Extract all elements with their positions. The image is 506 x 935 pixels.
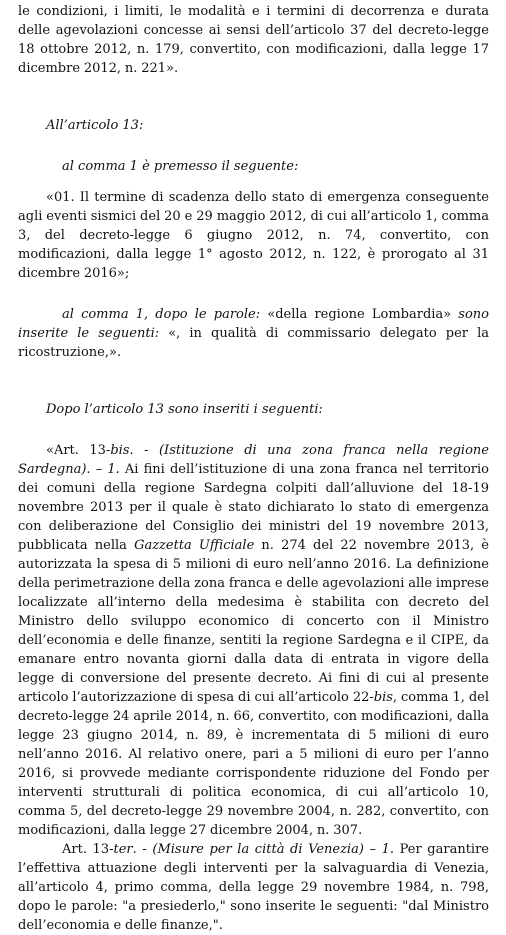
text-roman: «della regione Lombardia» bbox=[260, 307, 459, 322]
text-italic: 1. bbox=[107, 462, 120, 477]
text-roman: . – bbox=[86, 462, 108, 477]
text-italic: (Misure per la città di Venezia) bbox=[152, 842, 364, 857]
text-roman: Ai fini dell’istituzione di una zona franca nel territorio dei comuni della regione Sardegna colpiti dall’alluvione del 18-19 novembre 2013 per il quale è stato dichiarato lo stato di emergenza con deliberazione del Consiglio dei ministri del 19 novembre 2013, pubblicata nella bbox=[18, 462, 489, 553]
subheading-comma-1: al comma 1 è premesso il seguente: bbox=[62, 159, 299, 174]
paragraph-01: «01. Il termine di scadenza dello stato di emergenza conseguente agli eventi sismici del 20 e 29 maggio 2012, di cui all’articolo 1, comma 3, del decreto-legge 6 giugno 2012, n. 74, convertito, con modificazioni, dalla legge 1° agosto 2012, n. 122, è prorogato al 31 dicembre 2016»; bbox=[18, 190, 489, 281]
text-roman: Art. 13- bbox=[62, 842, 114, 857]
paragraph-art-13-ter bbox=[18, 840, 489, 935]
text-italic: ter bbox=[113, 842, 133, 857]
text-italic: bis bbox=[373, 690, 393, 705]
paragraph-continuation: le condizioni, i limiti, le modalità e i termini di decorrenza e durata delle agevolazioni concesse ai sensi dell’articolo 37 del decreto-legge 18 ottobre 2012, n. 179, convertito, con modificazioni, dalla legge 17 dicembre 2012, n. 221». bbox=[18, 4, 489, 76]
paragraph-art-13-bis bbox=[18, 441, 489, 840]
paragraph-comma-1-insert bbox=[18, 305, 489, 362]
text-roman: – bbox=[363, 842, 382, 857]
text-roman: Per garantire l’effettiva attuazione degli interventi per la salvaguardia di Venezia, all’articolo 4, primo comma, della legge 29 novembre 1984, n. 798, dopo le parole: "a presiederlo," sono inserite le seguenti: "dal Ministro dell’economia e delle finanze,". bbox=[18, 842, 489, 933]
text-italic: sono inserite le seguenti: bbox=[18, 307, 489, 341]
text-roman: «Art. 13- bbox=[46, 443, 111, 458]
heading-article-13: All’articolo 13: bbox=[46, 118, 144, 133]
text-italic: (Istituzione di una zona franca nella regione Sardegna) bbox=[18, 443, 489, 477]
text-italic: al comma 1, dopo le parole: bbox=[62, 307, 261, 322]
text-roman: . - bbox=[129, 443, 159, 458]
text-roman: , comma 1, del decreto-legge 24 aprile 2014, n. 66, convertito, con modificazioni, dalla legge 23 giugno 2014, n. 89, è incrementata di 5 milioni di euro nell’anno 2016. Al relativo onere, pari a 5 milioni di euro per l’anno 2016, si provvede mediante corrispondente riduzione del Fondo per interventi strutturali di politica economica, di cui all’articolo 10, comma 5, del decreto-legge 29 novembre 2004, n. 282, convertito, con modificazioni, dalla legge 27 dicembre 2004, n. 307. bbox=[18, 690, 490, 838]
text-roman: n. 274 del 22 novembre 2013, è autorizzata la spesa di 5 milioni di euro nell’anno 2016. La definizione della perimetrazione della zona franca e delle agevolazioni alle imprese localizzate all’interno della medesima è stabilita con decreto del Ministro dello sviluppo economico di concerto con il Ministro dell’economia e delle finanze, sentiti la regione Sardegna e il CIPE, da emanare entro novanta giorni dalla data di entrata in vigore della legge di conversione del presente decreto. Ai fini di cui al presente articolo l’autorizzazione di spesa di cui all’articolo 22- bbox=[18, 538, 489, 705]
text-roman: . - bbox=[132, 842, 153, 857]
text-italic: bis bbox=[110, 443, 130, 458]
heading-after-article-13: Dopo l’articolo 13 sono inseriti i seguenti: bbox=[46, 402, 323, 417]
text-italic: Gazzetta Ufficiale bbox=[134, 538, 255, 553]
text-roman: «, in qualità di commissario delegato per la ricostruzione,». bbox=[18, 326, 489, 360]
text-italic: 1. bbox=[381, 842, 395, 857]
document-page bbox=[18, 0, 489, 935]
